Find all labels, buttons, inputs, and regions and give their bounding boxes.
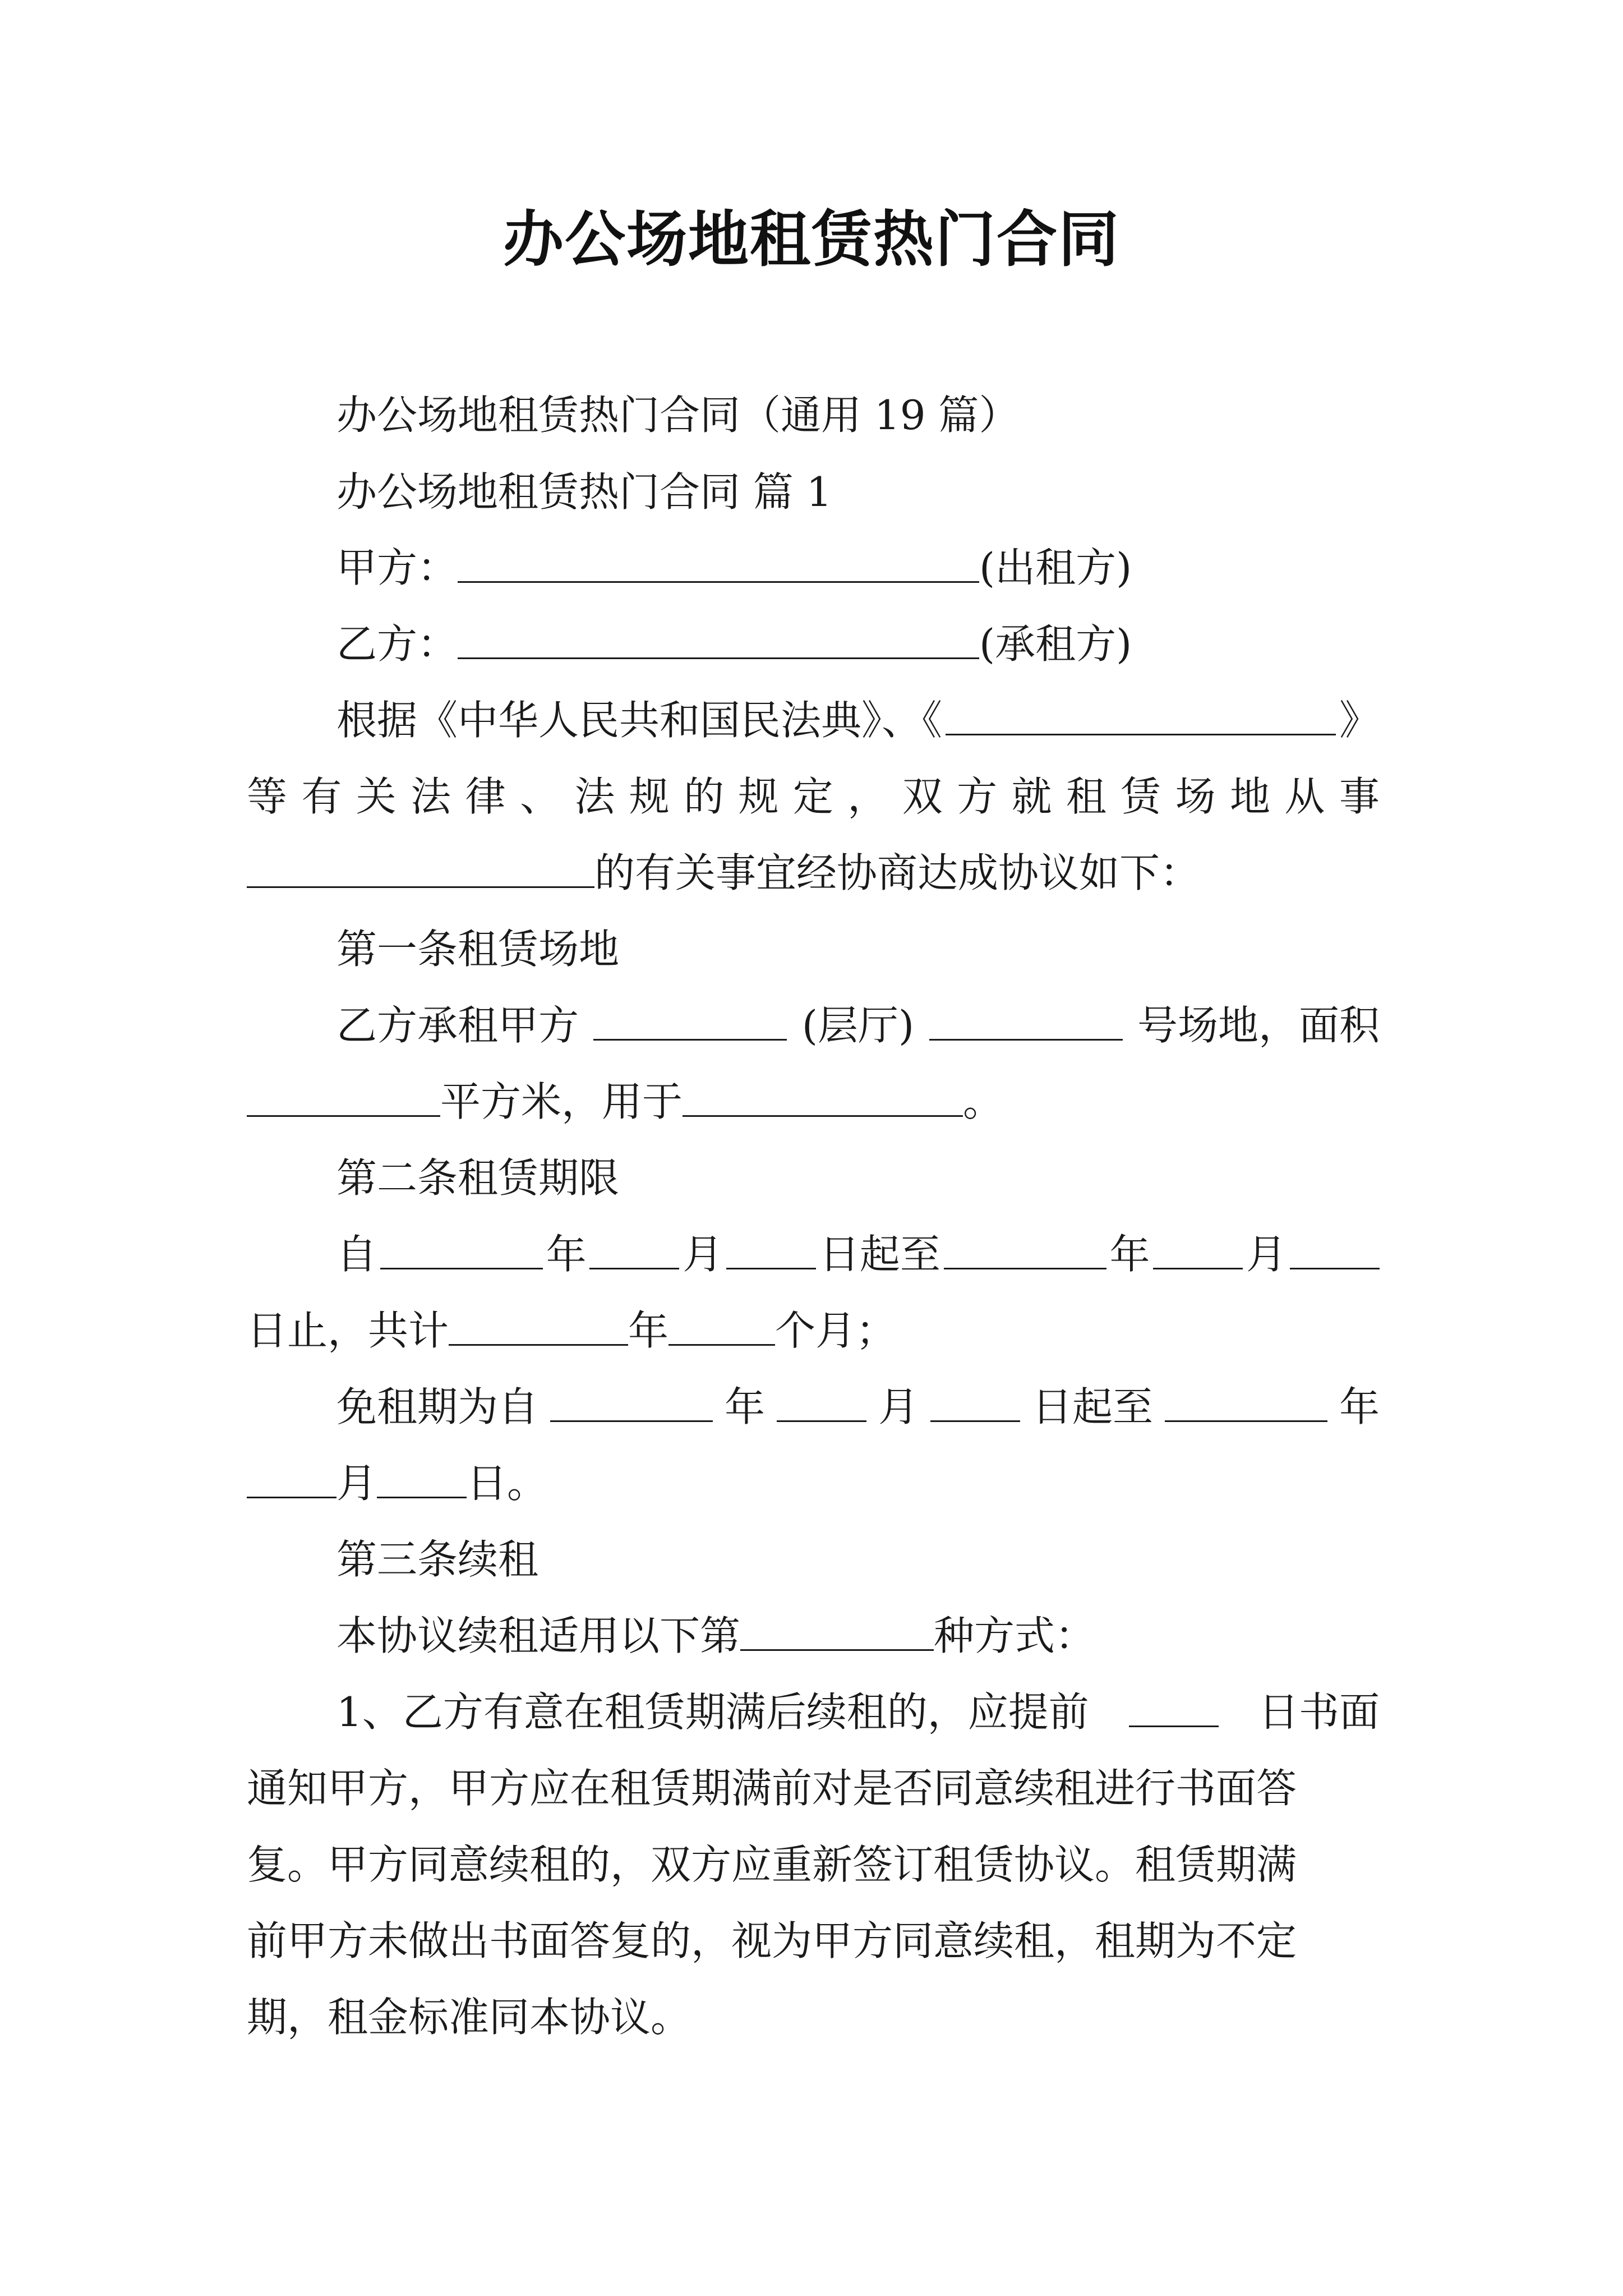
site-number-blank — [929, 992, 1123, 1041]
article-3-para-1-line-3: 复。甲方同意续租的，双方应重新签订租赁协议。租赁期满 — [247, 1841, 1297, 1888]
char: 有 — [301, 773, 342, 820]
art1-l2-end: 。 — [963, 1078, 1004, 1125]
p1-line1-text: 根据《中华人民共和国民法典》、《 — [336, 697, 943, 744]
section-heading: 办公场地租赁热门合同 篇 1 — [336, 468, 832, 516]
free-start-year-blank — [550, 1373, 713, 1422]
article-3-title: 第三条续租 — [336, 1536, 539, 1583]
party-a-line — [336, 534, 1132, 601]
text: 免租期为自 — [336, 1383, 539, 1430]
char: 双 — [902, 773, 943, 820]
article-3-para-1-line-2: 通知甲方，甲方应在租赁期满前对是否同意续租进行书面答 — [247, 1765, 1297, 1812]
char: 赁 — [1121, 773, 1161, 820]
total-months-blank — [668, 1297, 775, 1346]
text: 年 — [1339, 1383, 1380, 1430]
char: 租 — [1066, 773, 1106, 820]
text: 年 — [628, 1307, 669, 1354]
art1-text-a: 乙方承租甲方 — [336, 1002, 579, 1049]
law-name-blank — [946, 687, 1336, 735]
text: 年 — [1109, 1231, 1150, 1278]
text: 月 — [683, 1231, 723, 1278]
art1-text-b: (层厅) — [801, 1002, 915, 1049]
article-1-line-1 — [336, 992, 1380, 1059]
text: 日。 — [467, 1460, 548, 1507]
text: 种方式： — [934, 1612, 1096, 1659]
floor-blank — [593, 992, 787, 1041]
party-a-label: 甲方： — [336, 544, 458, 591]
start-month-blank — [589, 1221, 679, 1269]
text: 年 — [546, 1231, 587, 1278]
article-2-line-1 — [336, 1221, 1380, 1288]
char: 律 — [465, 773, 506, 820]
text: 自 — [336, 1231, 377, 1278]
text: 本协议续租适用以下第 — [336, 1612, 741, 1659]
text: 月 — [1246, 1231, 1287, 1278]
char: 规 — [629, 773, 670, 820]
document-title: 办公场地租赁热门合同 — [502, 204, 1120, 275]
text: 年 — [724, 1383, 765, 1430]
article-2-line-2 — [247, 1297, 896, 1364]
start-day-blank — [726, 1221, 816, 1269]
paragraph-1-line-2 — [247, 763, 1380, 830]
start-year-blank — [380, 1221, 543, 1269]
char: 规 — [738, 773, 779, 820]
article-2-line-3 — [336, 1373, 1380, 1441]
party-b-label: 乙方： — [336, 620, 458, 668]
article-1-line-2 — [247, 1068, 1003, 1135]
article-3-para-1-line-4: 前甲方未做出书面答复的，视为甲方同意续租，租期为不定 — [247, 1917, 1297, 1964]
end-day-blank — [1290, 1221, 1380, 1269]
article-3-para-1-line-1 — [336, 1678, 1380, 1746]
area-blank — [247, 1068, 440, 1117]
text: 1、乙方有意在租赁期满后续租的，应提前 — [336, 1688, 1089, 1736]
total-years-blank — [449, 1297, 628, 1346]
article-3-para-1-line-5: 期，租金标准同本协议。 — [247, 1994, 691, 2041]
article-2-line-4 — [247, 1450, 547, 1517]
party-b-role: (承租方) — [979, 620, 1132, 668]
paragraph-1-line-3 — [247, 839, 1200, 907]
end-year-blank — [944, 1221, 1106, 1269]
art1-text-c: 号场地，面积 — [1137, 1002, 1380, 1049]
char: ， — [847, 773, 888, 820]
free-start-month-blank — [777, 1373, 866, 1422]
usage-blank — [683, 1068, 963, 1117]
text: 日止，共计 — [247, 1307, 449, 1354]
char: 等 — [247, 773, 288, 820]
text: 日起至 — [819, 1231, 940, 1278]
document-subtitle: 办公场地租赁热门合同（通用 19 篇） — [336, 392, 1020, 439]
text: 个月； — [775, 1307, 897, 1354]
char: 方 — [957, 773, 998, 820]
char: 就 — [1011, 773, 1052, 820]
notice-days-blank — [1129, 1678, 1219, 1727]
text: 月 — [878, 1383, 919, 1430]
char: 、 — [519, 773, 560, 820]
char: 法 — [574, 773, 615, 820]
party-b-line — [336, 610, 1132, 678]
free-end-day-blank — [377, 1450, 467, 1498]
party-b-blank — [458, 610, 979, 659]
char: 法 — [411, 773, 451, 820]
free-start-day-blank — [930, 1373, 1020, 1422]
text: 月 — [336, 1460, 377, 1507]
char: 的 — [684, 773, 725, 820]
char: 从 — [1284, 773, 1325, 820]
char: 场 — [1175, 773, 1216, 820]
article-2-title: 第二条租赁期限 — [336, 1154, 620, 1202]
free-end-year-blank — [1165, 1373, 1327, 1422]
end-month-blank — [1153, 1221, 1243, 1269]
p1-line1-close: 》 — [1339, 697, 1380, 744]
char: 地 — [1230, 773, 1271, 820]
p1-line3-text: 的有关事宜经协商达成协议如下： — [594, 849, 1201, 896]
char: 事 — [1339, 773, 1380, 820]
text: 日书面 — [1258, 1688, 1380, 1736]
paragraph-1-line-1 — [336, 687, 1380, 754]
char: 关 — [356, 773, 396, 820]
free-end-month-blank — [247, 1450, 336, 1498]
matter-blank — [247, 839, 594, 888]
party-a-blank — [458, 534, 979, 583]
art1-l2-text: 平方米，用于 — [440, 1078, 683, 1125]
char: 定 — [792, 773, 833, 820]
party-a-role: (出租方) — [979, 544, 1132, 591]
renewal-method-blank — [740, 1602, 934, 1651]
text: 日起至 — [1031, 1383, 1153, 1430]
article-3-line-1 — [336, 1602, 1095, 1669]
article-1-title: 第一条租赁场地 — [336, 926, 620, 973]
